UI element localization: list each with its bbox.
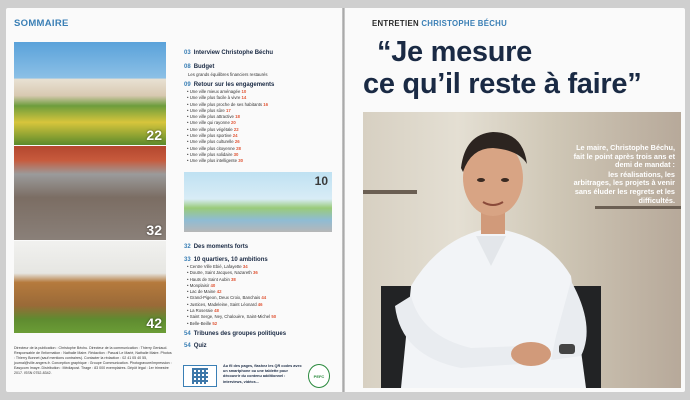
toc-subitem[interactable]: • Une ville mieux aménagée 10: [187, 89, 247, 94]
article-rubric: ENTRETIEN CHRISTOPHE BÉCHU: [372, 19, 508, 28]
toc-subitem[interactable]: • Une ville plus intelligente 30: [187, 158, 243, 164]
toc-entry[interactable]: 32 Des moments forts: [184, 244, 249, 250]
toc-entry[interactable]: 33 10 quartiers, 10 ambitions: [184, 257, 268, 263]
qr-code-icon[interactable]: [183, 365, 217, 387]
toc-entry[interactable]: 08 Budget: [184, 64, 215, 70]
pefc-logo-icon: PEFC: [308, 364, 330, 388]
photo-cycling-race: [14, 146, 166, 240]
photo-page-number: 42: [146, 315, 162, 331]
toc-subitem[interactable]: • Saint Serge, Ney, Chalouère, Saint-Michel 50: [187, 314, 277, 320]
section-title: SOMMAIRE: [14, 18, 69, 29]
photo-flower-square: [14, 42, 166, 145]
photo-riverside-project: [184, 172, 332, 232]
toc-subitem[interactable]: • Une ville plus proche de ses habitants 16: [187, 101, 269, 107]
toc-sublist: [187, 89, 268, 165]
toc-subitem[interactable]: • Une ville plus sûre 17: [187, 107, 231, 113]
toc-description: Les grands équilibres financiers restaurés: [188, 72, 268, 77]
toc-subitem[interactable]: • La Roseraie 48: [187, 308, 219, 314]
article-lead: Le maire, Christophe Béchu, fait le point après trois ans et demi de mandat : les réalisations, les arbitrages, les projets à venir sans éluder les regrets et les difficultés.: [573, 143, 675, 205]
photo-page-number: 32: [146, 222, 162, 238]
toc-sublist: [187, 264, 276, 327]
toc-subitem[interactable]: • Monplaisir 40: [187, 282, 216, 288]
mayor-figure: [381, 116, 601, 388]
toc-subitem[interactable]: • Lac de Maine 42: [187, 289, 222, 295]
toc-subitem[interactable]: • Belle-Beille 52: [187, 320, 218, 326]
toc-subitem[interactable]: • Justices, Madeleine, Saint Léonard 46: [187, 301, 263, 307]
toc-subitem[interactable]: • Une ville plus facile à vivre 14: [187, 95, 247, 101]
toc-subitem[interactable]: • Une ville qui rayonne 20: [187, 120, 236, 126]
toc-entry[interactable]: 54 Quiz: [184, 343, 207, 349]
toc-subitem[interactable]: • Une ville plus sportive 24: [187, 133, 238, 139]
toc-subitem[interactable]: • Hauts de Saint Aubin 38: [187, 276, 236, 282]
colophon: Directeur de la publication : Christophe Béchu. Directeur de la communication : Thierry Geniaud. Responsable de l'information : Nathalie Maire. Rédaction : Pascal Le Marié, Nathalie Maire. Photos : Thierry Bonnet (sauf mentions contraires). Contacter la rédaction : 02 41 05 40 55, journal@ville.angers.fr. Conception graphique : Groupe Communication. Photogravure/impression : Easycom Imaye. Distribution : Médiapost. Tirage : 83 000 exemplaires. Dépôt légal : 1er trimestre 2017. ISSN 0752-8342.: [14, 346, 172, 375]
toc-entry[interactable]: 54 Tribunes des groupes politiques: [184, 331, 287, 337]
toc-subitem[interactable]: • Une ville plus solidaire 30: [187, 151, 239, 157]
photo-page-number: 22: [146, 127, 162, 143]
photo-lakeside-building: [14, 241, 166, 333]
photo-page-number: 10: [314, 174, 328, 188]
toc-subitem[interactable]: • Centre Ville Ebié, Lafayette 34: [187, 264, 248, 269]
toc-subitem[interactable]: • Doutre, Saint Jacques, Nazareth 36: [187, 270, 258, 276]
qr-instructions: Au fil des pages, flashez les QR codes avec un smartphone ou une tablette pour découvrir du contenu additionnel : interviews, vidéos...: [223, 364, 302, 384]
interview-page: [345, 8, 685, 392]
mayor-portrait-photo: [363, 112, 681, 388]
sommaire-page: [6, 8, 342, 392]
article-headline: “Je mesure ce qu’il reste à faire”: [363, 36, 642, 100]
toc-subitem[interactable]: • Une ville plus citoyenne 28: [187, 145, 241, 151]
toc-subitem[interactable]: • Grand-Pigeon, Deux Croix, Banchais 44: [187, 295, 267, 301]
toc-entry[interactable]: 03 Interview Christophe Béchu: [184, 50, 274, 56]
toc-entry[interactable]: 09 Retour sur les engagements: [184, 82, 275, 88]
toc-subitem[interactable]: • Une ville plus végétale 22: [187, 126, 239, 132]
toc-subitem[interactable]: • Une ville plus culturelle 26: [187, 139, 240, 145]
toc-subitem[interactable]: • Une ville plus attractive 18: [187, 114, 240, 120]
